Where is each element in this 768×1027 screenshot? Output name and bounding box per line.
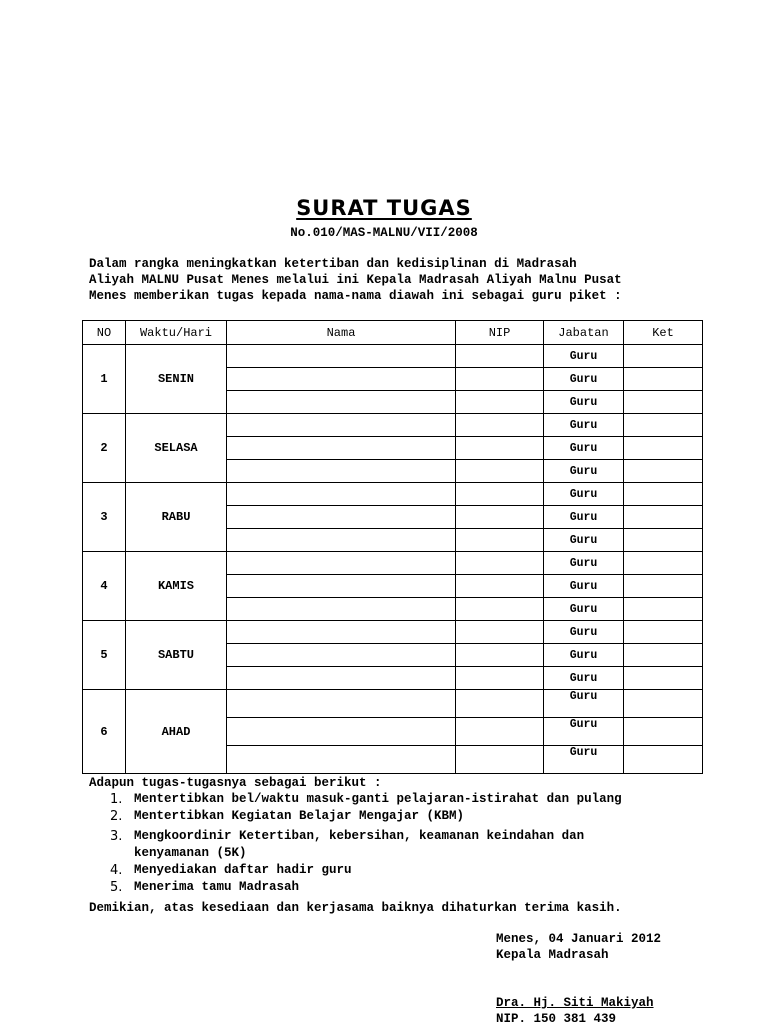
signature-position: Kepala Madrasah	[496, 948, 609, 962]
intro-line: Dalam rangka meningkatkan ketertiban dan kedisiplinan di Madrasah	[89, 257, 577, 271]
table-header-row	[83, 321, 703, 345]
cell-jabatan: Guru	[544, 621, 624, 644]
cell-jabatan: Guru	[544, 345, 624, 368]
cell-jabatan: Guru	[544, 437, 624, 460]
cell-ket	[624, 621, 703, 644]
list-item-text: Mentertibkan bel/waktu masuk-ganti pelajaran-istirahat dan pulang	[134, 792, 622, 806]
tasks-list	[110, 791, 710, 896]
cell-nama	[227, 529, 456, 552]
cell-jabatan: Guru	[544, 718, 624, 746]
cell-nama	[227, 552, 456, 575]
document-number: No.010/MAS-MALNU/VII/2008	[290, 226, 478, 240]
list-item-number: 2.	[110, 809, 123, 824]
table-row	[83, 621, 703, 644]
cell-ket	[624, 575, 703, 598]
cell-ket	[624, 460, 703, 483]
header-nama: Nama	[227, 321, 456, 345]
cell-jabatan: Guru	[544, 644, 624, 667]
cell-nama	[227, 483, 456, 506]
cell-jabatan: Guru	[544, 483, 624, 506]
cell-ket	[624, 746, 703, 774]
cell-nama	[227, 368, 456, 391]
cell-day: AHAD	[126, 690, 227, 774]
cell-jabatan: Guru	[544, 746, 624, 774]
document-title: SURAT TUGAS	[296, 196, 472, 220]
list-item-number: 5.	[110, 880, 123, 895]
table-row	[83, 345, 703, 368]
list-item-text: Mentertibkan Kegiatan Belajar Mengajar (KBM)	[134, 809, 465, 823]
cell-ket	[624, 506, 703, 529]
cell-nip	[456, 621, 544, 644]
cell-nip	[456, 506, 544, 529]
cell-ket	[624, 718, 703, 746]
cell-no: 4	[83, 552, 126, 621]
cell-no: 2	[83, 414, 126, 483]
cell-nip	[456, 575, 544, 598]
cell-jabatan: Guru	[544, 667, 624, 690]
cell-jabatan: Guru	[544, 506, 624, 529]
cell-ket	[624, 368, 703, 391]
cell-no: 3	[83, 483, 126, 552]
cell-nip	[456, 391, 544, 414]
cell-no: 1	[83, 345, 126, 414]
cell-jabatan: Guru	[544, 529, 624, 552]
cell-ket	[624, 644, 703, 667]
header-nip: NIP	[456, 321, 544, 345]
cell-jabatan: Guru	[544, 414, 624, 437]
list-item-number: 1.	[110, 792, 123, 807]
cell-nama	[227, 437, 456, 460]
cell-day: SELASA	[126, 414, 227, 483]
cell-jabatan: Guru	[544, 690, 624, 718]
cell-ket	[624, 690, 703, 718]
cell-ket	[624, 552, 703, 575]
cell-nip	[456, 746, 544, 774]
cell-jabatan: Guru	[544, 391, 624, 414]
signature-nip: NIP. 150 381 439	[496, 1012, 617, 1026]
cell-jabatan: Guru	[544, 552, 624, 575]
cell-nip	[456, 690, 544, 718]
cell-nama	[227, 391, 456, 414]
header-waktu-hari: Waktu/Hari	[126, 321, 227, 345]
cell-jabatan: Guru	[544, 368, 624, 391]
list-item	[110, 828, 710, 862]
list-item	[110, 862, 710, 879]
list-item-text: Menyediakan daftar hadir guru	[134, 863, 352, 877]
list-item-text: Menerima tamu Madrasah	[134, 880, 300, 894]
cell-nama	[227, 414, 456, 437]
header-jabatan: Jabatan	[544, 321, 624, 345]
cell-nip	[456, 460, 544, 483]
cell-nama	[227, 575, 456, 598]
cell-jabatan: Guru	[544, 460, 624, 483]
intro-paragraph	[89, 256, 679, 304]
table-row	[83, 552, 703, 575]
cell-nip	[456, 598, 544, 621]
header-ket: Ket	[624, 321, 703, 345]
cell-ket	[624, 667, 703, 690]
cell-ket	[624, 437, 703, 460]
cell-nama	[227, 690, 456, 718]
cell-nip	[456, 667, 544, 690]
list-item	[110, 808, 710, 825]
cell-nama	[227, 506, 456, 529]
cell-nama	[227, 667, 456, 690]
cell-day: SENIN	[126, 345, 227, 414]
cell-nip	[456, 414, 544, 437]
cell-no: 6	[83, 690, 126, 774]
cell-nip	[456, 345, 544, 368]
cell-nama	[227, 644, 456, 667]
table-row	[83, 414, 703, 437]
cell-nama	[227, 460, 456, 483]
table-row	[83, 690, 703, 718]
cell-nama	[227, 621, 456, 644]
cell-no: 5	[83, 621, 126, 690]
tasks-intro: Adapun tugas-tugasnya sebagai berikut :	[89, 776, 382, 790]
cell-ket	[624, 598, 703, 621]
cell-ket	[624, 483, 703, 506]
intro-line: Aliyah MALNU Pusat Menes melalui ini Kepala Madrasah Aliyah Malnu Pusat	[89, 273, 622, 287]
cell-ket	[624, 345, 703, 368]
cell-nama	[227, 598, 456, 621]
cell-nip	[456, 483, 544, 506]
cell-day: SABTU	[126, 621, 227, 690]
cell-jabatan: Guru	[544, 598, 624, 621]
header-no: NO	[83, 321, 126, 345]
signature-block	[496, 931, 661, 1027]
closing-statement: Demikian, atas kesediaan dan kerjasama baiknya dihaturkan terima kasih.	[89, 901, 622, 915]
signature-name: Dra. Hj. Siti Makiyah	[496, 996, 654, 1010]
cell-nip	[456, 552, 544, 575]
intro-line: Menes memberikan tugas kepada nama-nama diawah ini sebagai guru piket :	[89, 289, 622, 303]
cell-jabatan: Guru	[544, 575, 624, 598]
signature-place-date: Menes, 04 Januari 2012	[496, 932, 662, 946]
cell-nama	[227, 746, 456, 774]
cell-nip	[456, 644, 544, 667]
list-item-number: 3.	[110, 829, 123, 844]
cell-nip	[456, 529, 544, 552]
list-item	[110, 879, 710, 896]
cell-ket	[624, 391, 703, 414]
cell-day: KAMIS	[126, 552, 227, 621]
cell-nip	[456, 368, 544, 391]
cell-nama	[227, 345, 456, 368]
cell-nama	[227, 718, 456, 746]
list-item-text: Mengkoordinir Ketertiban, kebersihan, keamanan keindahan dan kenyamanan (5K)	[134, 829, 585, 860]
cell-day: RABU	[126, 483, 227, 552]
list-item-number: 4.	[110, 863, 123, 878]
piket-table	[82, 320, 703, 774]
cell-nip	[456, 437, 544, 460]
cell-nip	[456, 718, 544, 746]
table-row	[83, 483, 703, 506]
cell-ket	[624, 529, 703, 552]
cell-ket	[624, 414, 703, 437]
list-item	[110, 791, 710, 808]
